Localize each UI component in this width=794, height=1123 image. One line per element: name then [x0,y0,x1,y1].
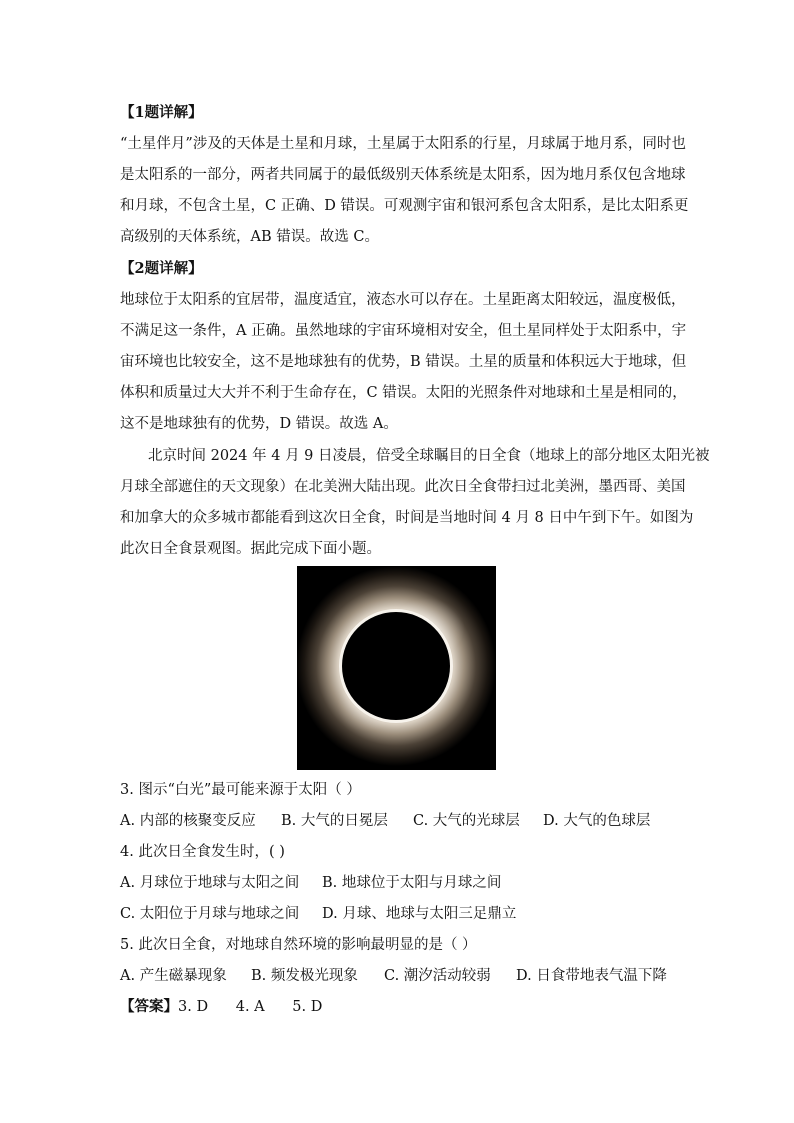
question-5-stem: 5. 此次日全食，对地球自然环境的影响最明显的是（ ） [120,937,477,953]
question-5-option-c: C. 潮汐活动较弱 [384,968,491,984]
answer-label: 【答案】 [120,998,178,1015]
section-heading-q1: 【1题详解】 [120,104,203,121]
text-line: 体积和质量过大大并不利于生命存在，C 错误。太阳的光照条件对地球和土星是相同的， [120,385,687,401]
question-5-option-a: A. 产生磁暴现象 [120,968,227,984]
text-line: 地球位于太阳系的宜居带，温度适宜，液态水可以存在。土星距离太阳较远，温度极低， [120,292,686,308]
passage-line: 月球全部遮住的天文现象）在北美洲大陆出现。此次日全食带扫过北美洲，墨西哥、美国 [120,479,686,495]
text-line: 高级别的天体系统，AB 错误。故选 C。 [120,229,379,245]
question-5-option-d: D. 日食带地表气温下降 [516,968,667,984]
text-line: “土星伴月”涉及的天体是土星和月球，土星属于太阳系的行星，月球属于地月系，同时也 [120,136,686,152]
answer-text: 3. D 4. A 5. D [178,999,323,1015]
question-3-option-a: A. 内部的核聚变反应 [120,813,256,829]
passage-line: 此次日全食景观图。据此完成下面小题。 [120,541,381,557]
question-3-option-c: C. 大气的光球层 [413,813,520,829]
passage-line: 和加拿大的众多城市都能看到这次日全食，时间是当地时间 4 月 8 日中午到下午。如图为 [120,510,694,526]
solar-eclipse-image [297,566,496,770]
question-4-option-c: C. 太阳位于月球与地球之间 [120,906,300,922]
text-line: 是太阳系的一部分，两者共同属于的最低级别天体系统是太阳系，因为地月系仅包含地球 [120,167,686,183]
question-3-option-d: D. 大气的色球层 [543,813,651,829]
section-heading-q2: 【2题详解】 [120,260,203,277]
question-4-stem: 4. 此次日全食发生时，( ) [120,844,285,860]
text-line: 不满足这一条件，A 正确。虽然地球的宇宙环境相对安全，但土星同样处于太阳系中，宇 [120,323,687,339]
text-line: 这不是地球独有的优势，D 错误。故选 A。 [120,416,398,432]
eclipse-illustration [297,566,496,770]
question-4-option-a: A. 月球位于地球与太阳之间 [120,875,300,891]
passage-line: 北京时间 2024 年 4 月 9 日凌晨，倍受全球瞩目的日全食（地球上的部分地区太阳光被 [148,448,710,464]
question-4-option-b: B. 地球位于太阳与月球之间 [322,875,502,891]
text-line: 宙环境也比较安全，这不是地球独有的优势，B 错误。土星的质量和体积远大于地球，但 [120,354,687,370]
question-3-option-b: B. 大气的日冕层 [281,813,388,829]
question-5-option-b: B. 频发极光现象 [251,968,358,984]
question-4-option-d: D. 月球、地球与太阳三足鼎立 [322,906,517,922]
text-line: 和月球，不包含土星，C 正确、D 错误。可观测宇宙和银河系包含太阳系，是比太阳系更 [120,198,689,214]
answer-line [120,997,680,1017]
question-3-stem: 3. 图示“白光”最可能来源于太阳（ ） [120,782,361,798]
